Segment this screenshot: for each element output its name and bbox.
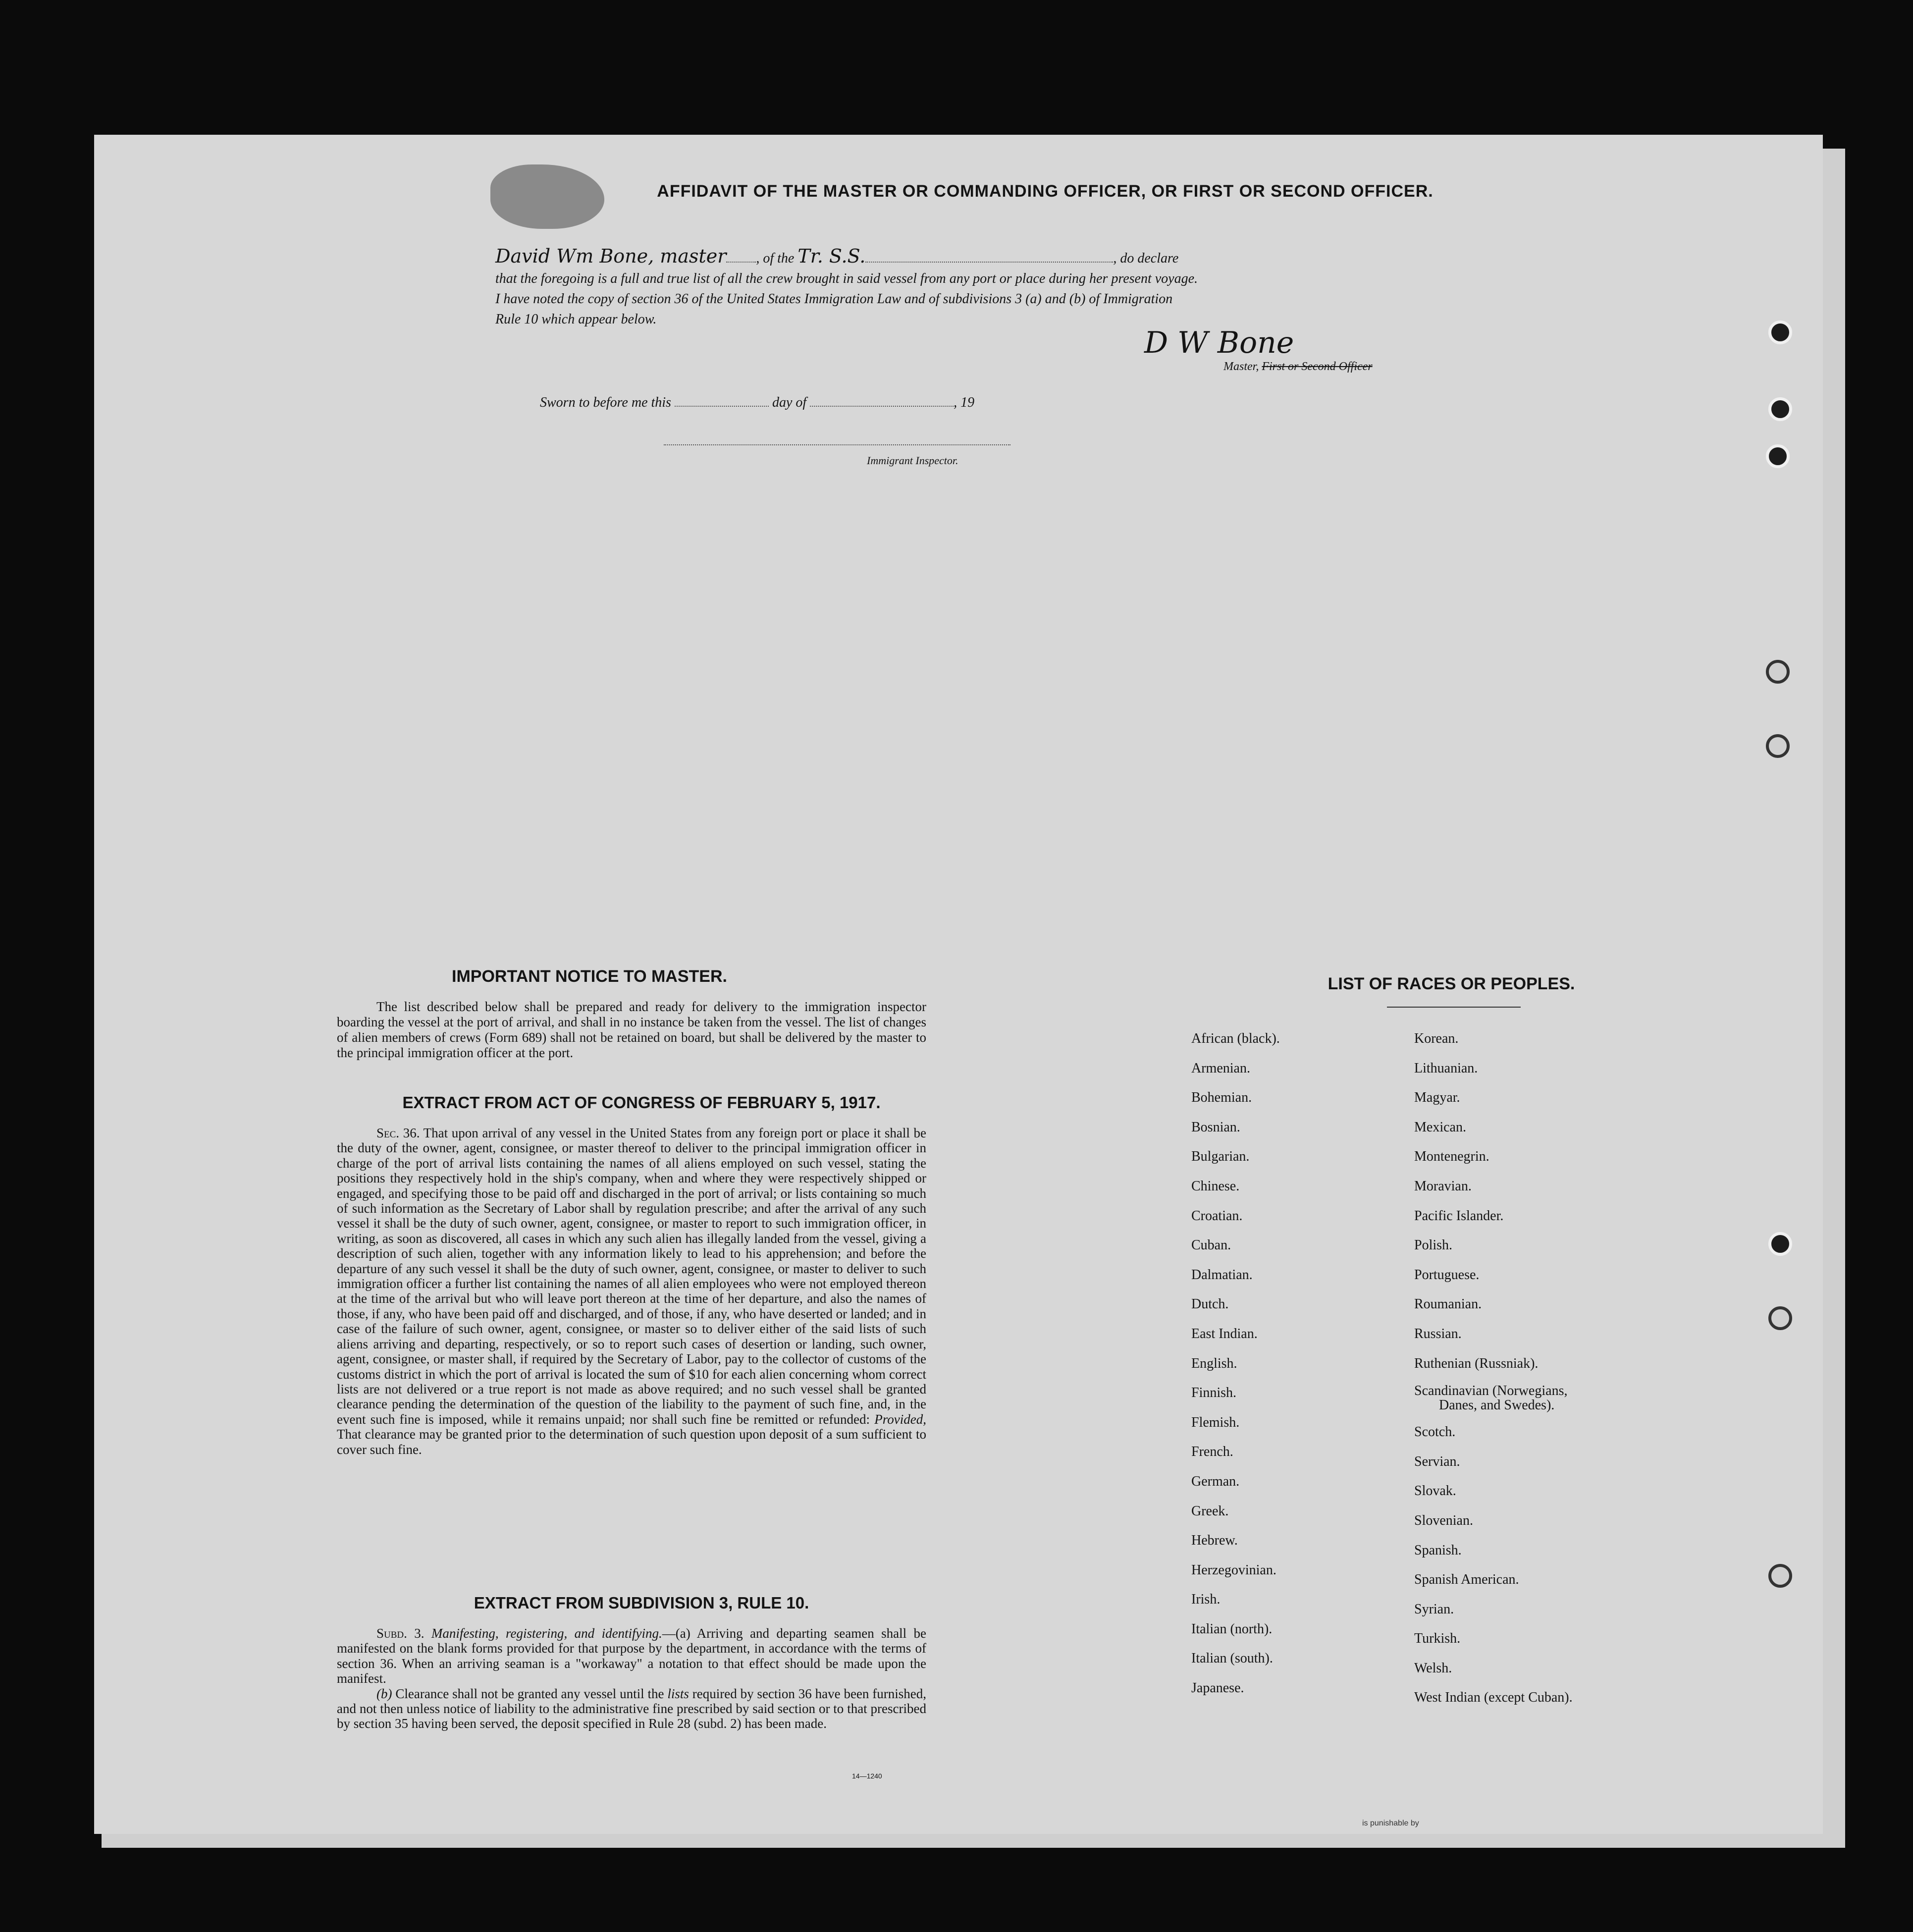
race-item: Polish.: [1414, 1237, 1453, 1253]
punch-hole-icon: [1768, 1306, 1792, 1330]
race-item: Spanish.: [1414, 1542, 1462, 1558]
race-item: Spanish American.: [1414, 1572, 1519, 1588]
race-item: Bosnian.: [1191, 1119, 1240, 1135]
title-divider: [1387, 1007, 1521, 1008]
race-item: Finnish.: [1191, 1385, 1237, 1401]
notice-text: The list described below shall be prepared and ready for delivery to the immigration inspector boarding the vessel at the port of arrival, and shall in no instance be taken from the vessel. The list of changes of alien members of crews (Form 689) shall not be retained on board, but shall be delivered by the master to the principal immigration officer at the port.: [337, 999, 926, 1060]
race-item: Russian.: [1414, 1326, 1462, 1342]
race-item: Bohemian.: [1191, 1090, 1252, 1106]
punch-hole-icon: [1766, 734, 1790, 758]
affidavit-page: [94, 135, 1823, 1834]
form-number: 14—1240: [852, 1772, 882, 1780]
race-item: Flemish.: [1191, 1414, 1240, 1430]
races-right-column: [1414, 1024, 1692, 1713]
race-item: Greek.: [1191, 1503, 1229, 1519]
race-item: West Indian (except Cuban).: [1414, 1690, 1573, 1706]
inspector-label: Immigrant Inspector.: [867, 454, 958, 467]
race-item: Armenian.: [1191, 1060, 1250, 1076]
race-item: Chinese.: [1191, 1178, 1240, 1194]
race-item: Scandinavian (Norwegians,: [1414, 1383, 1568, 1399]
race-item: Moravian.: [1414, 1178, 1472, 1194]
affidavit-title: AFFIDAVIT OF THE MASTER OR COMMANDING OFFICER, OR FIRST OR SECOND OFFICER.: [657, 182, 1434, 201]
punch-hole-icon: [1768, 397, 1792, 421]
notice-title: IMPORTANT NOTICE TO MASTER.: [452, 967, 727, 986]
paragraph-a: Subd. 3. Manifesting, registering, and identifying.—(a) Arriving and departing seamen shall be manifested on the blank forms provided for that purpose by the department, in accordance with the terms of section 36. When an arriving seaman is a "workaway" a notation to that effect should be made upon the manifest.: [337, 1626, 926, 1686]
race-item: East Indian.: [1191, 1326, 1258, 1342]
race-item: Italian (south).: [1191, 1651, 1273, 1666]
master-name-handwritten: David Wm Bone, master: [495, 245, 727, 267]
punch-hole-icon: [1768, 1232, 1792, 1256]
race-item: Magyar.: [1414, 1090, 1460, 1106]
race-item: Irish.: [1191, 1592, 1221, 1608]
race-item: English.: [1191, 1355, 1237, 1371]
race-item: Scotch.: [1414, 1424, 1456, 1440]
declaration-line: Rule 10 which appear below.: [495, 312, 657, 327]
master-title-line: Master, First or Second Officer: [1223, 360, 1373, 373]
race-item: Bulgarian.: [1191, 1149, 1250, 1165]
race-item: Welsh.: [1414, 1660, 1452, 1676]
declaration-line: David Wm Bone, master , of the Tr. S.S. , do declare: [495, 245, 1179, 267]
race-item: Montenegrin.: [1414, 1149, 1489, 1165]
declaration-line: I have noted the copy of section 36 of the United States Immigration Law and of subdivisions 3 (a) and (b) of Immigration: [495, 291, 1173, 307]
declaration-line: that the foregoing is a full and true list of all the crew brought in said vessel from any port or place during her present voyage.: [495, 271, 1198, 286]
rule-10-text: [337, 1626, 926, 1731]
section-36-text: Sec. 36. That upon arrival of any vessel in the United States from any foreign port or place it shall be the duty of the owner, agent, consignee, or master thereof to deliver to the principal immigration officer in charge of the port of arrival lists containing the names of all aliens employed on such vessel, stating the positions they respectively hold in the ship's company, when and where they were respectively shipped or engaged, and specifying those to be paid off and discharged in the port of arrival; or lists containing so much of such information as the Secretary of Labor shall by regulation prescribe; and after the arrival of any such vessel it shall be the duty of such owner, agent, consignee, or master to report to such immigration officer, in writing, as soon as discovered, all cases in which any such alien has illegally landed from the vessel, giving a description of such alien, together with any information likely to lead to his apprehension; and before the departure of any such vessel it shall be the duty of such owner, agent, consignee, or master to deliver to such immigration officer a further list containing the names of all alien employees who were not employed thereon at the time of the arrival but who will leave port thereon at the time of her departure, and also the names of those, if any, who have been paid off and discharged, and of those, if any, who have deserted or landed; and in case of the failure of such owner, agent, consignee, or master so to deliver either of the said lists of such aliens arriving and departing, respectively, or so to report such cases of desertion or landing, such owner, agent, consignee, or master shall, if required by the Secretary of Labor, pay to the collector of customs of the customs district in which the port of arrival is located the sum of $10 for each alien concerning whom correct lists are not delivered or a true report is not made as above required; and no such vessel shall be granted clearance pending the determination of the question of the liability to the payment of such fine, and, in the event such fine is imposed, while it remains unpaid; nor shall such fine be remitted or refunded: Provided, That clearance may be granted prior to the determination of such question upon deposit of a sum sufficient to cover such fine.: [337, 1126, 927, 1457]
struck-officer-title: First or Second Officer: [1262, 360, 1373, 373]
race-item: Hebrew.: [1191, 1533, 1238, 1549]
punch-hole-icon: [1768, 1564, 1792, 1588]
race-item: Danes, and Swedes).: [1439, 1397, 1555, 1413]
punch-hole-icon: [1766, 660, 1790, 684]
sworn-line: Sworn to before me this day of , 19: [540, 395, 975, 410]
vessel-name-handwritten: Tr. S.S.: [797, 245, 866, 267]
race-item: Croatian.: [1191, 1208, 1243, 1224]
race-item: Italian (north).: [1191, 1621, 1273, 1637]
race-item: Mexican.: [1414, 1119, 1466, 1135]
punch-hole-icon: [1768, 321, 1792, 344]
races-title: LIST OF RACES OR PEOPLES.: [1328, 974, 1575, 993]
race-item: Portuguese.: [1414, 1267, 1480, 1283]
inspector-signature-line: [664, 444, 1010, 445]
race-item: Syrian.: [1414, 1601, 1454, 1617]
race-item: Korean.: [1414, 1031, 1459, 1046]
race-item: French.: [1191, 1444, 1233, 1460]
punch-hole-icon: [1766, 444, 1790, 468]
rule-extract-title: EXTRACT FROM SUBDIVISION 3, RULE 10.: [474, 1594, 809, 1612]
race-item: German.: [1191, 1473, 1240, 1489]
underlying-page-text: is punishable by: [1362, 1819, 1419, 1827]
race-item: Japanese.: [1191, 1680, 1244, 1696]
race-item: African (black).: [1191, 1031, 1280, 1046]
race-item: Herzegovinian.: [1191, 1562, 1276, 1578]
race-item: Turkish.: [1414, 1631, 1461, 1647]
affidavit-statement: [495, 246, 1635, 329]
race-item: Pacific Islander.: [1414, 1208, 1504, 1224]
paragraph-b: (b) Clearance shall not be granted any vessel until the lists required by section 36 have been furnished, and not then unless notice of liability to the administrative fine prescribed by said section or to that prescribed by section 35 having been served, the deposit specified in Rule 28 (subd. 2) has been made.: [337, 1686, 926, 1731]
race-item: Servian.: [1414, 1453, 1460, 1469]
race-item: Dalmatian.: [1191, 1267, 1253, 1283]
race-item: Slovenian.: [1414, 1512, 1473, 1528]
race-item: Cuban.: [1191, 1237, 1231, 1253]
race-item: Lithuanian.: [1414, 1060, 1478, 1076]
race-item: Dutch.: [1191, 1296, 1229, 1312]
master-signature: D W Bone: [1144, 325, 1294, 360]
act-extract-title: EXTRACT FROM ACT OF CONGRESS OF FEBRUARY 5, 1917.: [402, 1093, 881, 1112]
race-item: Slovak.: [1414, 1483, 1456, 1499]
race-item: Roumanian.: [1414, 1296, 1482, 1312]
race-item: Ruthenian (Russniak).: [1414, 1355, 1539, 1371]
races-left-column: [1191, 1024, 1414, 1703]
